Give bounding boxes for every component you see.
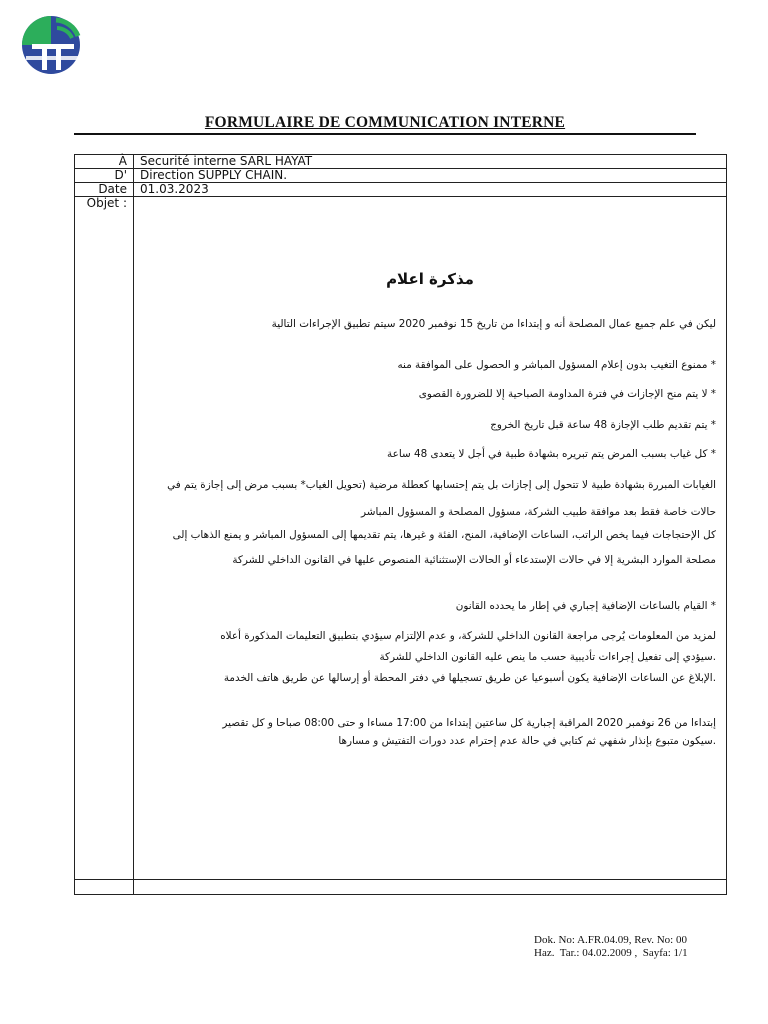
object-label: Objet : [75, 197, 134, 880]
form-row-sender [75, 169, 727, 183]
rule-no-absence: * ممنوع التغيب بدون إعلام المسؤول المباشر و الحصول على الموافقة منه [397, 359, 716, 371]
absence-paragraph: الغيابات المبررة بشهادة طبية لا تتحول إلى إجازات بل يتم إحتسابها كعطلة مرضية (تحويل الغياب* بسبب مرض إلى إجازة يتم في حالات خاصة فقط بعد موافقة طبيب الشركة، مسؤول المصلحة و المسؤول المباشر [167, 479, 716, 518]
surveillance-line-2: .سيكون متبوع بإنذار شفهي ثم كتابي في حالة عدم إحترام عدد دورات التفتيش و مسارها [338, 735, 716, 747]
document-title: FORMULAIRE DE COMMUNICATION INTERNE [204, 114, 566, 131]
memo-intro: ليكن في علم جميع عمال المصلحة أنه و إبتداءا من تاريخ 15 نوفمبر 2020 سيتم تطبيق الإجراءات التالية [271, 318, 716, 330]
recipient-label: À [75, 155, 134, 169]
overtime-rule: * القيام بالساعات الإضافية إجباري في إطار ما يحدده القانون [455, 600, 716, 612]
recipient-value: Securité interne SARL HAYAT [134, 155, 727, 169]
form-row-recipient [75, 155, 727, 169]
sender-label: D' [75, 169, 134, 183]
surveillance-line-1: إبتداءا من 26 نوفمبر 2020 المراقبة إجبارية كل ساعتين إبتداءا من 17:00 مساءا و حتى 08:00 صباحا و كل تقصير [222, 717, 716, 729]
claims-paragraph: كل الإحتجاجات فيما يخص الراتب، الساعات الإضافية، المنح، الفئة و غيرها، يتم تقديمها إلى المسؤول المباشر و يمنع الذهاب إلى مصلحة الموارد البشرية إلا في حالات الإستدعاء أو الحالات الإستثنائية المنصوص عليها في القانون الداخلي للشركة [172, 529, 716, 566]
info-line-3: .الإبلاغ عن الساعات الإضافية يكون أسبوعيا عن طريق تسجيلها في دفتر المحطة أو إرسالها عن طريق هاتف الخدمة [223, 672, 716, 684]
date-label: Date [75, 183, 134, 197]
rule-sick-certificate: * كل غياب بسبب المرض يتم تبريره بشهادة طبية في أجل لا يتعدى 48 ساعة [387, 448, 716, 460]
rule-no-leave-morning: * لا يتم منح الإجازات في فترة المداومة الصباحية إلا للضرورة القصوى [418, 388, 716, 400]
footer-date-page: Haz. Tar.: 04.02.2009 , Sayfa: 1/1 [534, 947, 688, 959]
sender-value: Direction SUPPLY CHAIN. [134, 169, 727, 183]
company-logo [20, 14, 84, 76]
communication-form [74, 154, 727, 895]
memo-heading: مذكرة اعلام [386, 270, 474, 288]
footer-doc-number: Dok. No: A.FR.04.09, Rev. No: 00 [534, 934, 687, 946]
form-row-date [75, 183, 727, 197]
memo-body [134, 197, 726, 879]
info-line-2: .سيؤدي إلى تفعيل إجراءات تأديبية حسب ما ينص عليه القانون الداخلي للشركة [379, 651, 716, 663]
form-row-object [75, 197, 727, 880]
memo-body-cell [134, 197, 727, 880]
date-value: 01.03.2023 [134, 183, 727, 197]
title-divider [74, 133, 696, 135]
blank-cell-left [75, 880, 134, 895]
info-line-1: لمزيد من المعلومات يُرجى مراجعة القانون الداخلي للشركة، و عدم الإلتزام سيؤدي بتطبيق التعليمات المذكورة أعلاه [220, 630, 716, 642]
form-row-blank [75, 880, 727, 895]
blank-cell-right [134, 880, 727, 895]
document-footer [534, 934, 688, 960]
rule-leave-request: * يتم تقديم طلب الإجازة 48 ساعة قبل تاريخ الخروج [490, 419, 716, 431]
